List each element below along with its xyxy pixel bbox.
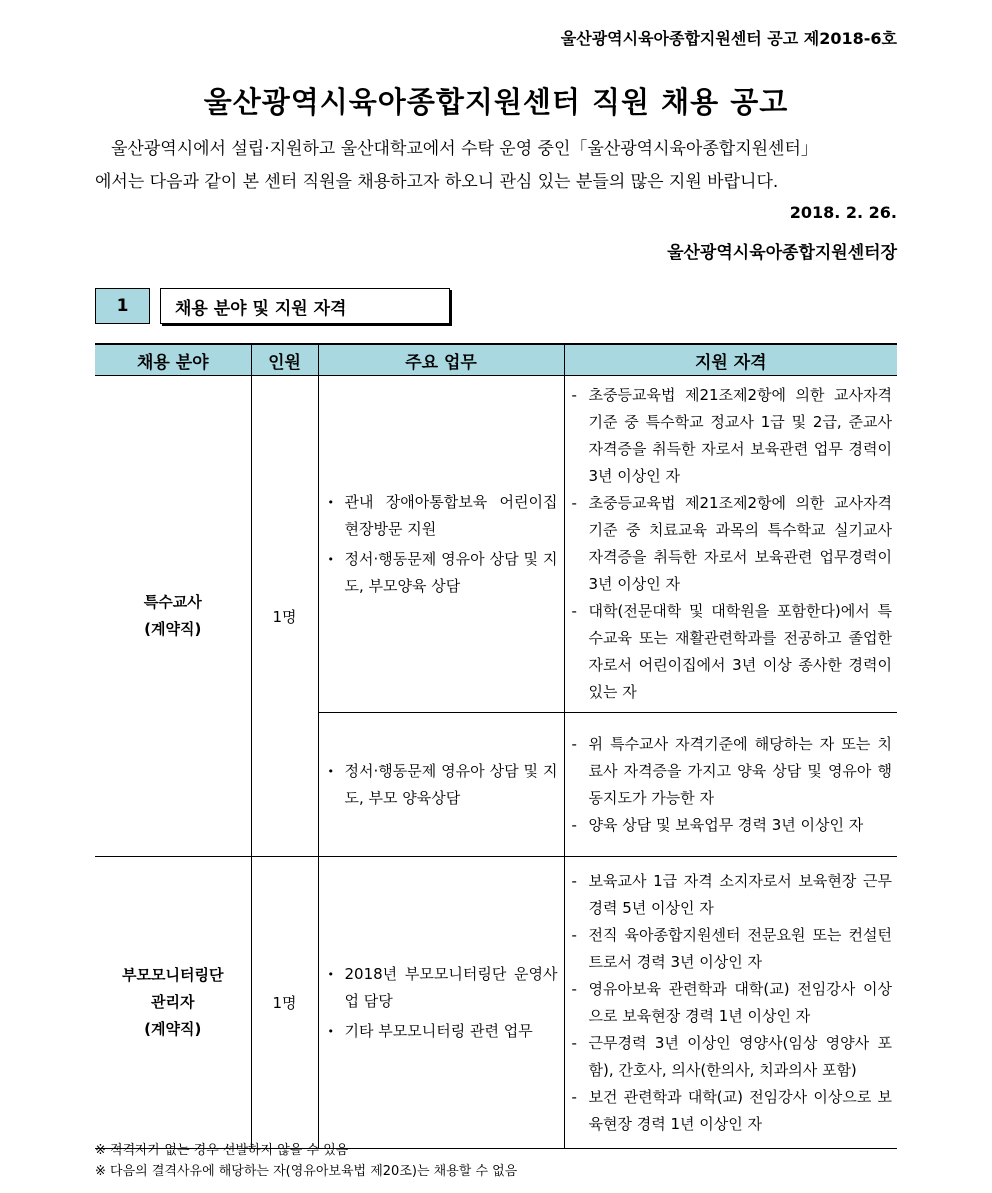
duty-item: • 2018년 부모모니터링단 운영사업 담당: [325, 961, 558, 1015]
qualification-item: - 보건 관련학과 대학(교) 전임강사 이상으로 보육현장 경력 1년 이상인 자: [569, 1084, 893, 1138]
page-title: 울산광역시육아종합지원센터 직원 채용 공고: [203, 85, 789, 119]
table-header-row: [95, 344, 897, 376]
field-name: 부모모니터링단: [122, 966, 224, 984]
qualification-item: - 근무경력 3년 이상인 영양사(임상 영양사 포함), 간호사, 의사(한의사, 치과의사 포함): [569, 1030, 893, 1084]
duties-cell: [318, 713, 564, 857]
notice-number: 울산광역시육아종합지원센터 공고 제2018-6호: [560, 29, 897, 48]
duties-cell: [318, 376, 564, 713]
qualification-item: - 영유아보육 관련학과 대학(교) 전임강사 이상으로 보육현장 경력 1년 이상인 자: [569, 976, 893, 1030]
qualification-item: - 전직 육아종합지원센터 전문요원 또는 컨설턴트로서 경력 3년 이상인 자: [569, 922, 893, 976]
table-row: [95, 857, 897, 1149]
section-title: 채용 분야 및 지원 자격: [160, 288, 450, 324]
qualifications-cell: [564, 713, 897, 857]
qualifications-cell: [564, 857, 897, 1149]
field-name: 관리자: [151, 993, 195, 1011]
intro-paragraph: [95, 133, 897, 199]
qualification-item: - 초중등교육법 제21조제2항에 의한 교사자격 기준 중 치료교육 과목의 특수학교 실기교사 자격증을 취득한 자로서 보육관련 업무경력이 3년 이상인 자: [569, 490, 893, 598]
table-row: [95, 376, 897, 713]
count-cell: 1명: [251, 857, 318, 1149]
section-number: 1: [95, 288, 150, 324]
duty-item: • 관내 장애아통합보육 어린이집 현장방문 지원: [325, 489, 558, 543]
header-count: 인원: [251, 344, 318, 376]
note-no-qualified: ※ 적격자가 없는 경우 선발하지 않을 수 있음: [95, 1143, 349, 1158]
header-duties: 주요 업무: [318, 344, 564, 376]
duty-item: • 기타 부모모니터링 관련 업무: [325, 1018, 558, 1045]
qualifications-cell: [564, 376, 897, 713]
qualification-item: - 위 특수교사 자격기준에 해당하는 자 또는 치료사 자격증을 가지고 양육 상담 및 영유아 행동지도가 가능한 자: [569, 731, 893, 812]
field-name: 특수교사: [143, 593, 202, 611]
qualification-item: - 대학(전문대학 및 대학원을 포함한다)에서 특수교육 또는 재활관련학과를 전공하고 졸업한 자로서 어린이집에서 3년 이상 종사한 경력이 있는 자: [569, 598, 893, 706]
qualification-item: - 초중등교육법 제21조제2항에 의한 교사자격 기준 중 특수학교 정교사 1급 및 2급, 준교사 자격증을 취득한 자로서 보육관련 업무 경력이 3년 이상인 자: [569, 382, 893, 490]
intro-line-1: 울산광역시에서 설립·지원하고 울산대학교에서 수탁 운영 중인「울산광역시육아종합지원센터」: [111, 139, 818, 159]
field-type: (계약직): [144, 620, 202, 638]
intro-line-2: 에서는 다음과 같이 본 센터 직원을 채용하고자 하오니 관심 있는 분들의 많은 지원 바랍니다.: [95, 172, 779, 192]
note-disqualification: ※ 다음의 결격사유에 해당하는 자(영유아보육법 제20조)는 채용할 수 없음: [95, 1164, 518, 1179]
signer: 울산광역시육아종합지원센터장: [667, 243, 897, 263]
duty-item: • 정서·행동문제 영유아 상담 및 지도, 부모 양육상담: [325, 758, 558, 812]
duties-cell: [318, 857, 564, 1149]
notice-date: 2018. 2. 26.: [789, 203, 897, 222]
field-cell: [95, 857, 251, 1149]
recruitment-table: [95, 343, 897, 1149]
duty-item: • 정서·행동문제 영유아 상담 및 지도, 부모양육 상담: [325, 546, 558, 600]
header-field: 채용 분야: [95, 344, 251, 376]
count-cell: 1명: [251, 376, 318, 857]
qualification-item: - 양육 상담 및 보육업무 경력 3년 이상인 자: [569, 812, 893, 839]
header-qualifications: 지원 자격: [564, 344, 897, 376]
qualification-item: - 보육교사 1급 자격 소지자로서 보육현장 근무 경력 5년 이상인 자: [569, 868, 893, 922]
field-cell: [95, 376, 251, 857]
field-type: (계약직): [144, 1020, 202, 1038]
